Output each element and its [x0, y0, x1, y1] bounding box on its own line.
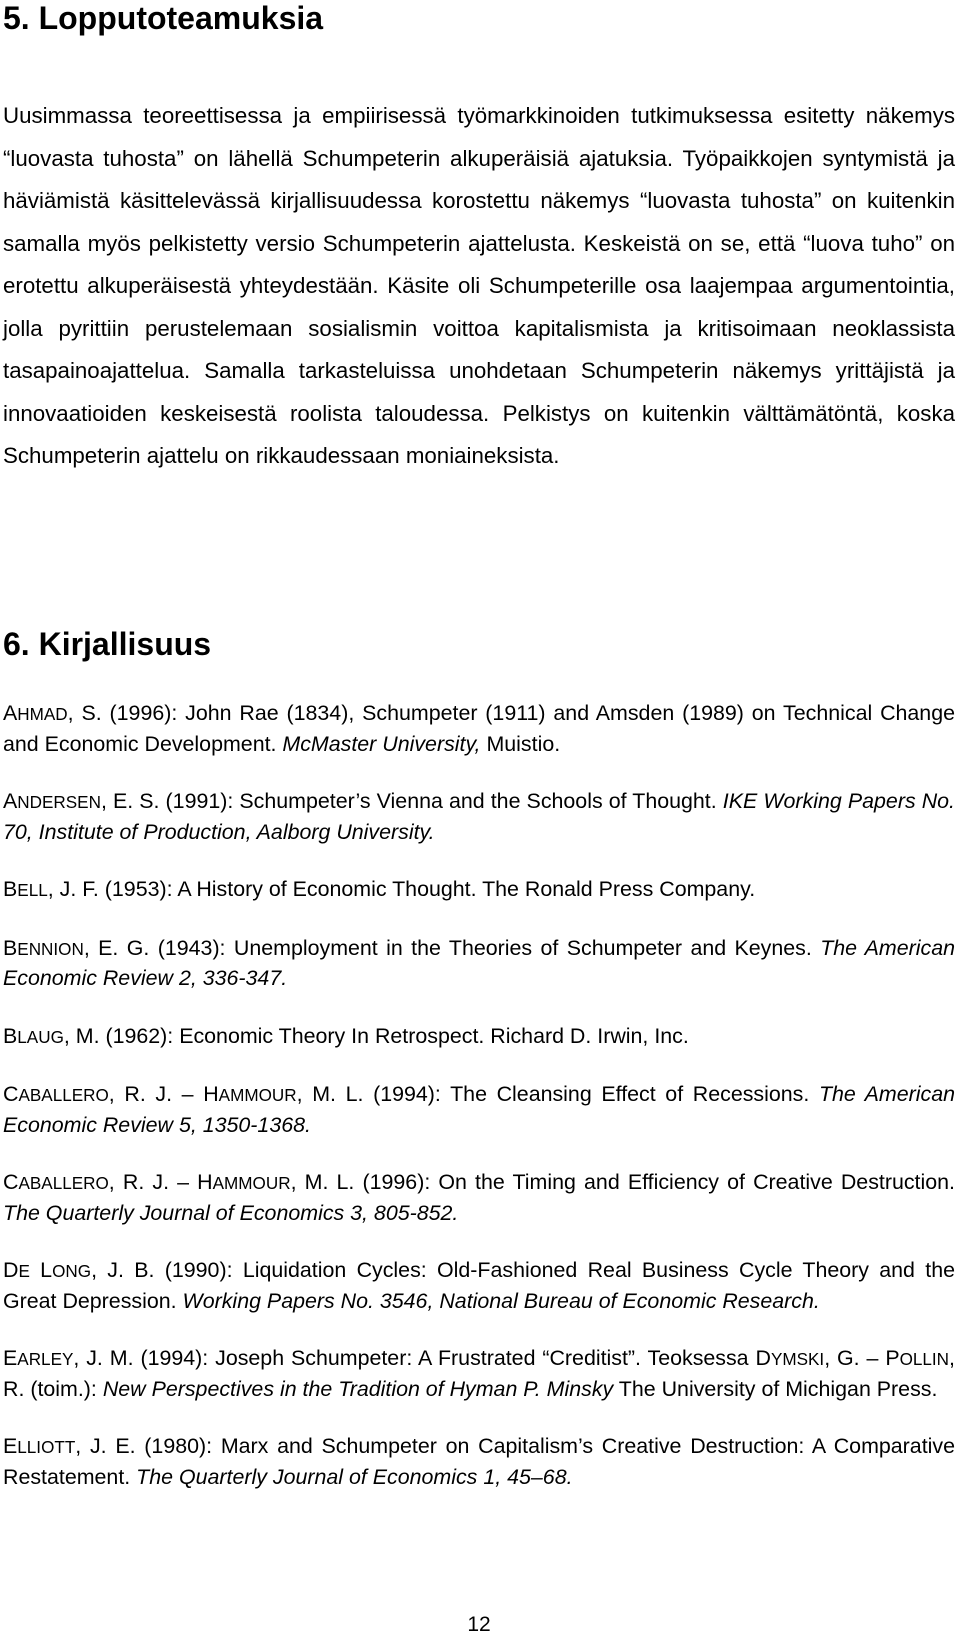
reference-item: [3, 1168, 955, 1228]
author-tail: , J. E.: [75, 1434, 136, 1458]
author-surname: ELL: [17, 881, 48, 900]
author-tail: , M. L.: [290, 1170, 355, 1194]
author-surname: AMMOUR: [212, 1174, 291, 1193]
reference-source: The Quarterly Journal of Economics 1, 45–68.: [136, 1464, 573, 1489]
author-initial: H: [197, 1170, 213, 1194]
reference-source: Working Papers No. 3546, National Bureau of Economic Research.: [182, 1288, 820, 1313]
author-tail: [30, 1258, 40, 1282]
reference-source: New Perspectives in the Tradition of Hyman P. Minsky: [102, 1376, 614, 1401]
section-5-heading: 5. Lopputoteamuksia: [3, 0, 324, 36]
reference-item: [3, 1022, 955, 1053]
reference-item: [3, 1344, 955, 1404]
author-initial: P: [885, 1346, 900, 1370]
author-surname: E: [18, 1262, 30, 1281]
author-tail: , R. (toim.):: [3, 1346, 955, 1401]
author-tail: , J. B.: [91, 1258, 155, 1282]
author-initial: B: [3, 1023, 18, 1048]
author-surname: ABALLERO: [18, 1174, 109, 1193]
author-initial: A: [3, 701, 18, 725]
author-surname: NDERSEN: [17, 793, 101, 812]
reference-source: The American Economic Review 2, 336-347.: [3, 935, 955, 990]
reference-item: [3, 1432, 955, 1492]
reference-source: The Quarterly Journal of Economics 3, 805-852.: [3, 1200, 459, 1225]
reference-item: [3, 1080, 955, 1140]
author-tail: , M.: [63, 1023, 100, 1048]
reference-list: [3, 699, 955, 1520]
reference-text: (1980): Marx and Schumpeter on Capitalism’s Creative Destruction: A Comparative Restatement.: [3, 1434, 955, 1489]
reference-source: The American Economic Review 5, 1350-1368.: [3, 1082, 955, 1137]
author-initial: L: [40, 1258, 53, 1282]
author-surname: ARLEY: [17, 1350, 74, 1369]
author-surname: ABALLERO: [18, 1086, 109, 1105]
reference-item: [3, 1256, 955, 1316]
reference-text: (1991): Schumpeter’s Vienna and the Schools of Thought.: [159, 789, 723, 813]
reference-item: [3, 934, 955, 994]
author-surname: LLIOTT: [17, 1438, 76, 1457]
reference-text: (1994): Joseph Schumpeter: A Frustrated “Creditist”. Teoksessa: [133, 1346, 756, 1370]
section-5-paragraph: Uusimmassa teoreettisessa ja empiirisessä työmarkkinoiden tutkimuksessa esitetty näkemys “luovasta tuhosta” on lähellä Schumpeterin alkuperäisiä ajatuksia. Työpaikkojen syntymistä ja häviämistä käsittelevässä kirjallisuudessa korostettu näkemys “luovasta tuhosta” on kuitenkin samalla myös pelkistetty versio Schumpeterin ajattelusta. Keskeistä on se, että “luova tuho” on erotettu alkuperäisestä yhteydestään. Käsite oli Schumpeterille osa laajempaa argumentointia, jolla pyrittiin perustelemaan sosialismin voittoa kapitalismista ja kritisoimaan neoklassista tasapainoajattelua. Samalla tarkasteluissa unohdetaan Schumpeterin näkemys yrittäjistä ja innovaatioiden keskeisestä roolista taloudessa. Pelkistys on kuitenkin välttämätöntä, koska Schumpeterin ajattelu on rikkaudessaan moniaineksista.: [3, 103, 955, 468]
author-surname: ENNION: [17, 939, 84, 959]
author-initial: B: [3, 877, 18, 901]
author-surname: AMMOUR: [218, 1086, 297, 1105]
reference-text: (1996): On the Timing and Efficiency of Creative Destruction.: [354, 1170, 955, 1194]
author-surname: HMAD: [17, 705, 68, 724]
page-number: 12: [467, 1613, 491, 1636]
section-6-heading: 6. Kirjallisuus: [3, 626, 212, 662]
reference-source: McMaster University,: [282, 731, 481, 756]
reference-text: (1996): John Rae (1834), Schumpeter (1911) and Amsden (1989) on Technical Change and Economic Development.: [3, 701, 955, 756]
author-initial: E: [3, 1346, 18, 1370]
reference-source: IKE Working Papers No. 70, Institute of Production, Aalborg University.: [3, 789, 956, 844]
reference-tail: The University of Michigan Press.: [613, 1376, 938, 1401]
author-tail: , R. J. –: [108, 1170, 198, 1194]
reference-item: [3, 699, 955, 759]
reference-text: (1962): Economic Theory In Retrospect. Richard D. Irwin, Inc.: [99, 1023, 689, 1048]
author-tail: , M. L.: [296, 1082, 364, 1106]
reference-text: (1994): The Cleansing Effect of Recessions.: [363, 1082, 819, 1106]
author-tail: , E. G.: [83, 935, 150, 960]
reference-item: [3, 787, 955, 847]
reference-text: (1943): Unemployment in the Theories of Schumpeter and Keynes.: [149, 935, 821, 960]
author-initial: H: [203, 1082, 219, 1106]
author-initial: C: [3, 1170, 19, 1194]
author-surname: LAUG: [17, 1027, 64, 1047]
author-initial: D: [3, 1258, 19, 1282]
author-initial: D: [755, 1346, 771, 1370]
reference-item: [3, 875, 955, 906]
author-initial: C: [3, 1082, 19, 1106]
author-surname: ONG: [52, 1262, 92, 1281]
author-tail: , J. M.: [73, 1346, 134, 1370]
author-tail: , J. F.: [47, 877, 99, 901]
author-tail: , R. J. –: [108, 1082, 204, 1106]
author-initial: A: [3, 789, 18, 813]
author-tail: , G. –: [824, 1346, 886, 1370]
author-initial: B: [3, 935, 18, 960]
author-surname: YMSKI: [770, 1350, 825, 1369]
reference-text: (1990): Liquidation Cycles: Old-Fashioned Real Business Cycle Theory and the Great Depression.: [3, 1258, 955, 1313]
author-surname: OLLIN: [899, 1350, 950, 1369]
reference-tail: Muistio.: [480, 731, 561, 756]
author-tail: , S.: [67, 701, 102, 725]
author-initial: E: [3, 1434, 18, 1458]
author-tail: , E. S.: [100, 789, 160, 813]
reference-text: (1953): A History of Economic Thought. The Ronald Press Company.: [98, 877, 756, 901]
